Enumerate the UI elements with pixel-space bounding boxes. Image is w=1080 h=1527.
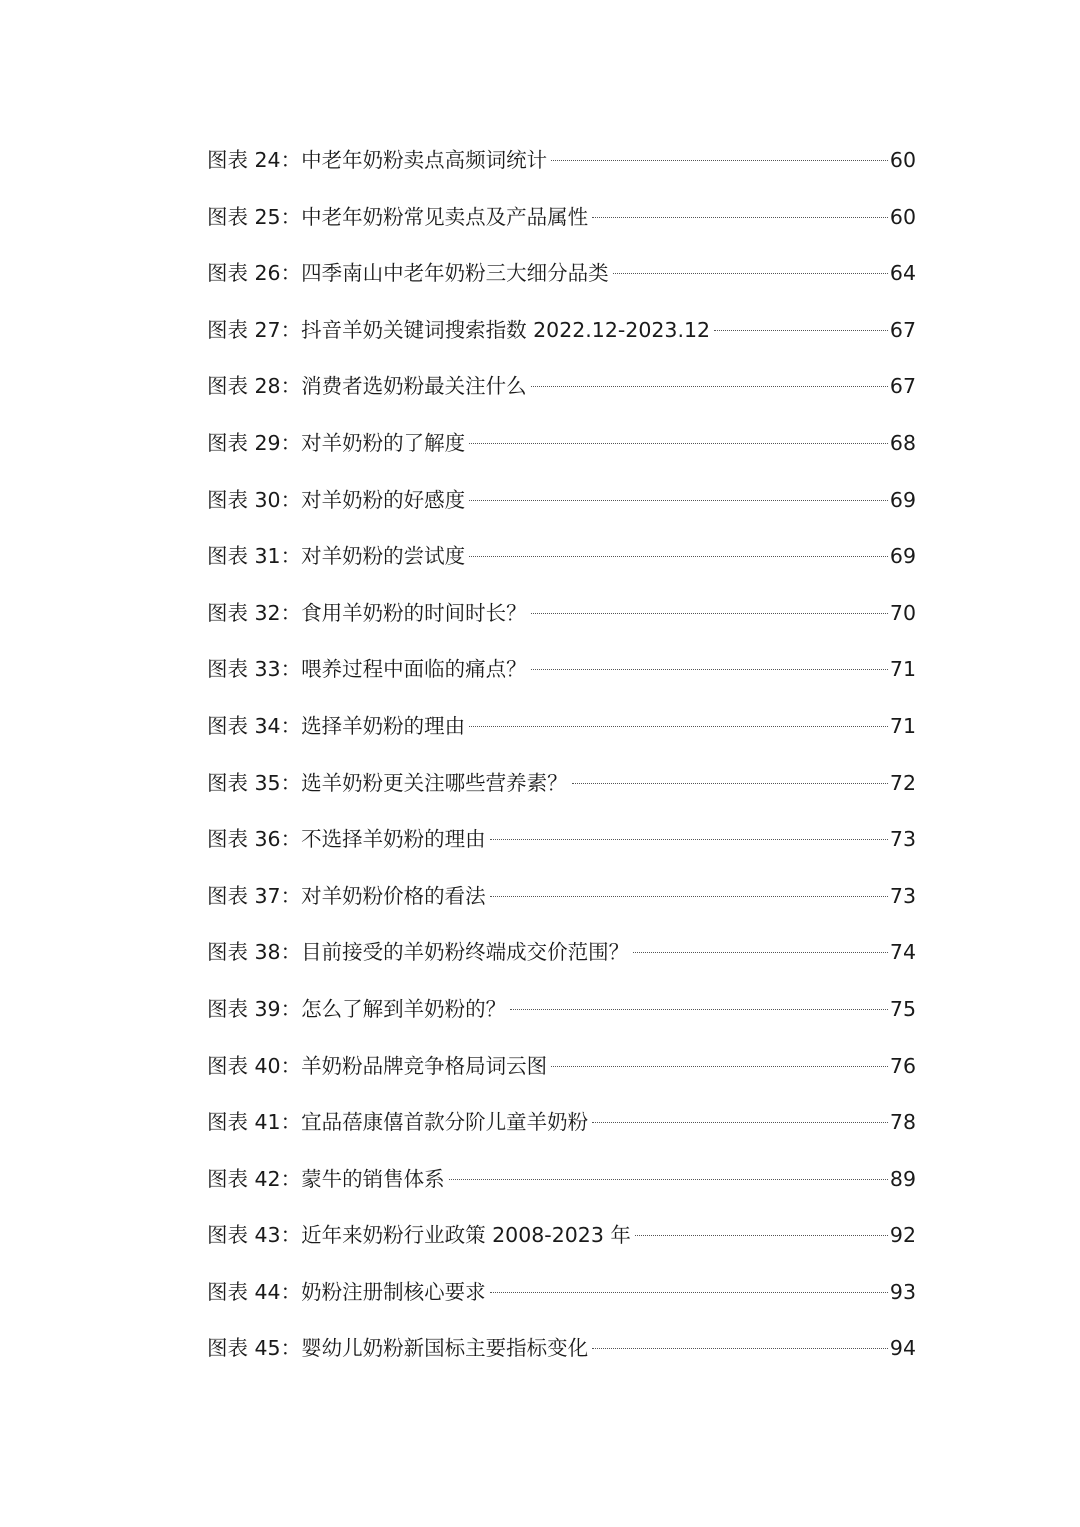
dot-leader xyxy=(531,386,888,387)
figure-title: 中老年奶粉常见卖点及产品属性 xyxy=(301,204,589,229)
figure-number: 图表 43： xyxy=(207,1223,302,1248)
page-number: 92 xyxy=(889,1223,916,1248)
figure-title: 抖音羊奶关键词搜索指数 2022.12-2023.12 xyxy=(301,317,711,342)
page-number: 69 xyxy=(889,544,916,569)
dot-leader xyxy=(592,217,888,218)
figure-title: 选择羊奶粉的理由 xyxy=(301,713,466,738)
dot-leader xyxy=(510,1009,888,1010)
page-number: 70 xyxy=(889,600,916,625)
page-number: 78 xyxy=(889,1110,916,1135)
figure-title: 对羊奶粉的尝试度 xyxy=(301,544,466,569)
toc-entry[interactable] xyxy=(207,1207,916,1264)
page-number: 67 xyxy=(889,317,916,342)
figure-number: 图表 32： xyxy=(207,600,302,625)
page-number: 76 xyxy=(889,1053,916,1078)
figure-number: 图表 39： xyxy=(207,996,302,1021)
toc-entry[interactable] xyxy=(207,472,916,529)
figure-number: 图表 44： xyxy=(207,1279,302,1304)
figure-title: 中老年奶粉卖点高频词统计 xyxy=(301,148,548,172)
dot-leader xyxy=(633,952,888,953)
dot-leader xyxy=(592,1348,888,1349)
page-number: 71 xyxy=(889,713,916,738)
toc-entry[interactable] xyxy=(207,1264,916,1321)
figure-title: 消费者选奶粉最关注什么 xyxy=(301,374,527,399)
figure-number: 图表 33： xyxy=(207,657,302,682)
toc-entry[interactable] xyxy=(207,981,916,1038)
figure-title: 宜品蓓康僖首款分阶儿童羊奶粉 xyxy=(301,1110,589,1135)
figure-title: 怎么了解到羊奶粉的？ xyxy=(301,996,507,1021)
toc-entry[interactable] xyxy=(207,1038,916,1095)
page-number: 73 xyxy=(889,883,916,908)
page-number: 89 xyxy=(889,1166,916,1191)
figure-title: 近年来奶粉行业政策 2008-2023 年 xyxy=(301,1223,631,1248)
figure-number: 图表 34： xyxy=(207,713,302,738)
page-number: 64 xyxy=(889,261,916,286)
toc-entry[interactable] xyxy=(207,755,916,812)
toc-entry[interactable] xyxy=(207,641,916,698)
page-number: 69 xyxy=(889,487,916,512)
toc-entry[interactable] xyxy=(207,245,916,302)
figure-title: 对羊奶粉的了解度 xyxy=(301,430,466,455)
figure-title: 四季南山中老年奶粉三大细分品类 xyxy=(301,261,609,286)
toc-entry[interactable] xyxy=(207,189,916,246)
figure-number: 图表 42： xyxy=(207,1166,302,1191)
page-number: 68 xyxy=(889,430,916,455)
page-number: 60 xyxy=(889,148,916,172)
dot-leader xyxy=(449,1179,888,1180)
toc-entry[interactable] xyxy=(207,1320,916,1377)
figure-title: 选羊奶粉更关注哪些营养素？ xyxy=(301,770,568,795)
dot-leader xyxy=(531,613,888,614)
figure-title: 不选择羊奶粉的理由 xyxy=(301,827,486,852)
figure-number: 图表 45： xyxy=(207,1336,302,1361)
dot-leader xyxy=(551,160,888,161)
page-number: 73 xyxy=(889,827,916,852)
figure-number: 图表 30： xyxy=(207,487,302,512)
dot-leader xyxy=(469,556,888,557)
figure-number: 图表 31： xyxy=(207,544,302,569)
figure-number: 图表 29： xyxy=(207,430,302,455)
dot-leader xyxy=(714,330,888,331)
dot-leader xyxy=(635,1235,888,1236)
figure-number: 图表 26： xyxy=(207,261,302,286)
toc-entry[interactable] xyxy=(207,585,916,642)
dot-leader xyxy=(469,726,888,727)
page-number: 75 xyxy=(889,996,916,1021)
figure-number: 图表 25： xyxy=(207,204,302,229)
toc-entry[interactable] xyxy=(207,358,916,415)
toc-entry[interactable] xyxy=(207,528,916,585)
toc-entry[interactable] xyxy=(207,132,916,189)
toc-entry[interactable] xyxy=(207,415,916,472)
figure-title: 对羊奶粉的好感度 xyxy=(301,487,466,512)
dot-leader xyxy=(531,669,888,670)
page-number: 72 xyxy=(889,770,916,795)
figure-title: 喂养过程中面临的痛点？ xyxy=(301,657,527,682)
figure-title: 奶粉注册制核心要求 xyxy=(301,1279,486,1304)
page-number: 71 xyxy=(889,657,916,682)
toc-entry[interactable] xyxy=(207,302,916,359)
figure-number: 图表 28： xyxy=(207,374,302,399)
toc-entry[interactable] xyxy=(207,811,916,868)
dot-leader xyxy=(592,1122,888,1123)
dot-leader xyxy=(613,273,888,274)
page-number: 67 xyxy=(889,374,916,399)
page-number: 74 xyxy=(889,940,916,965)
figure-title: 羊奶粉品牌竞争格局词云图 xyxy=(301,1053,548,1078)
figure-number: 图表 24： xyxy=(207,148,302,172)
figure-number: 图表 36： xyxy=(207,827,302,852)
dot-leader xyxy=(469,500,888,501)
dot-leader xyxy=(572,783,888,784)
dot-leader xyxy=(551,1066,888,1067)
dot-leader xyxy=(490,896,888,897)
figure-title: 对羊奶粉价格的看法 xyxy=(301,883,486,908)
toc-entry[interactable] xyxy=(207,868,916,925)
figure-number: 图表 37： xyxy=(207,883,302,908)
toc-entry[interactable] xyxy=(207,924,916,981)
figure-title: 目前接受的羊奶粉终端成交价范围？ xyxy=(301,940,630,965)
figure-number: 图表 35： xyxy=(207,770,302,795)
toc-entry[interactable] xyxy=(207,1094,916,1151)
figure-number: 图表 40： xyxy=(207,1053,302,1078)
figure-number: 图表 41： xyxy=(207,1110,302,1135)
dot-leader xyxy=(469,443,888,444)
table-of-figures xyxy=(207,132,916,1377)
toc-entry[interactable] xyxy=(207,698,916,755)
page-number: 93 xyxy=(889,1279,916,1304)
dot-leader xyxy=(490,839,888,840)
figure-title: 婴幼儿奶粉新国标主要指标变化 xyxy=(301,1336,589,1361)
page-number: 94 xyxy=(889,1336,916,1361)
page-number: 60 xyxy=(889,204,916,229)
figure-number: 图表 38： xyxy=(207,940,302,965)
figure-title: 食用羊奶粉的时间时长？ xyxy=(301,600,527,625)
dot-leader xyxy=(490,1292,888,1293)
toc-entry[interactable] xyxy=(207,1151,916,1208)
figure-title: 蒙牛的销售体系 xyxy=(301,1166,445,1191)
figure-number: 图表 27： xyxy=(207,317,302,342)
